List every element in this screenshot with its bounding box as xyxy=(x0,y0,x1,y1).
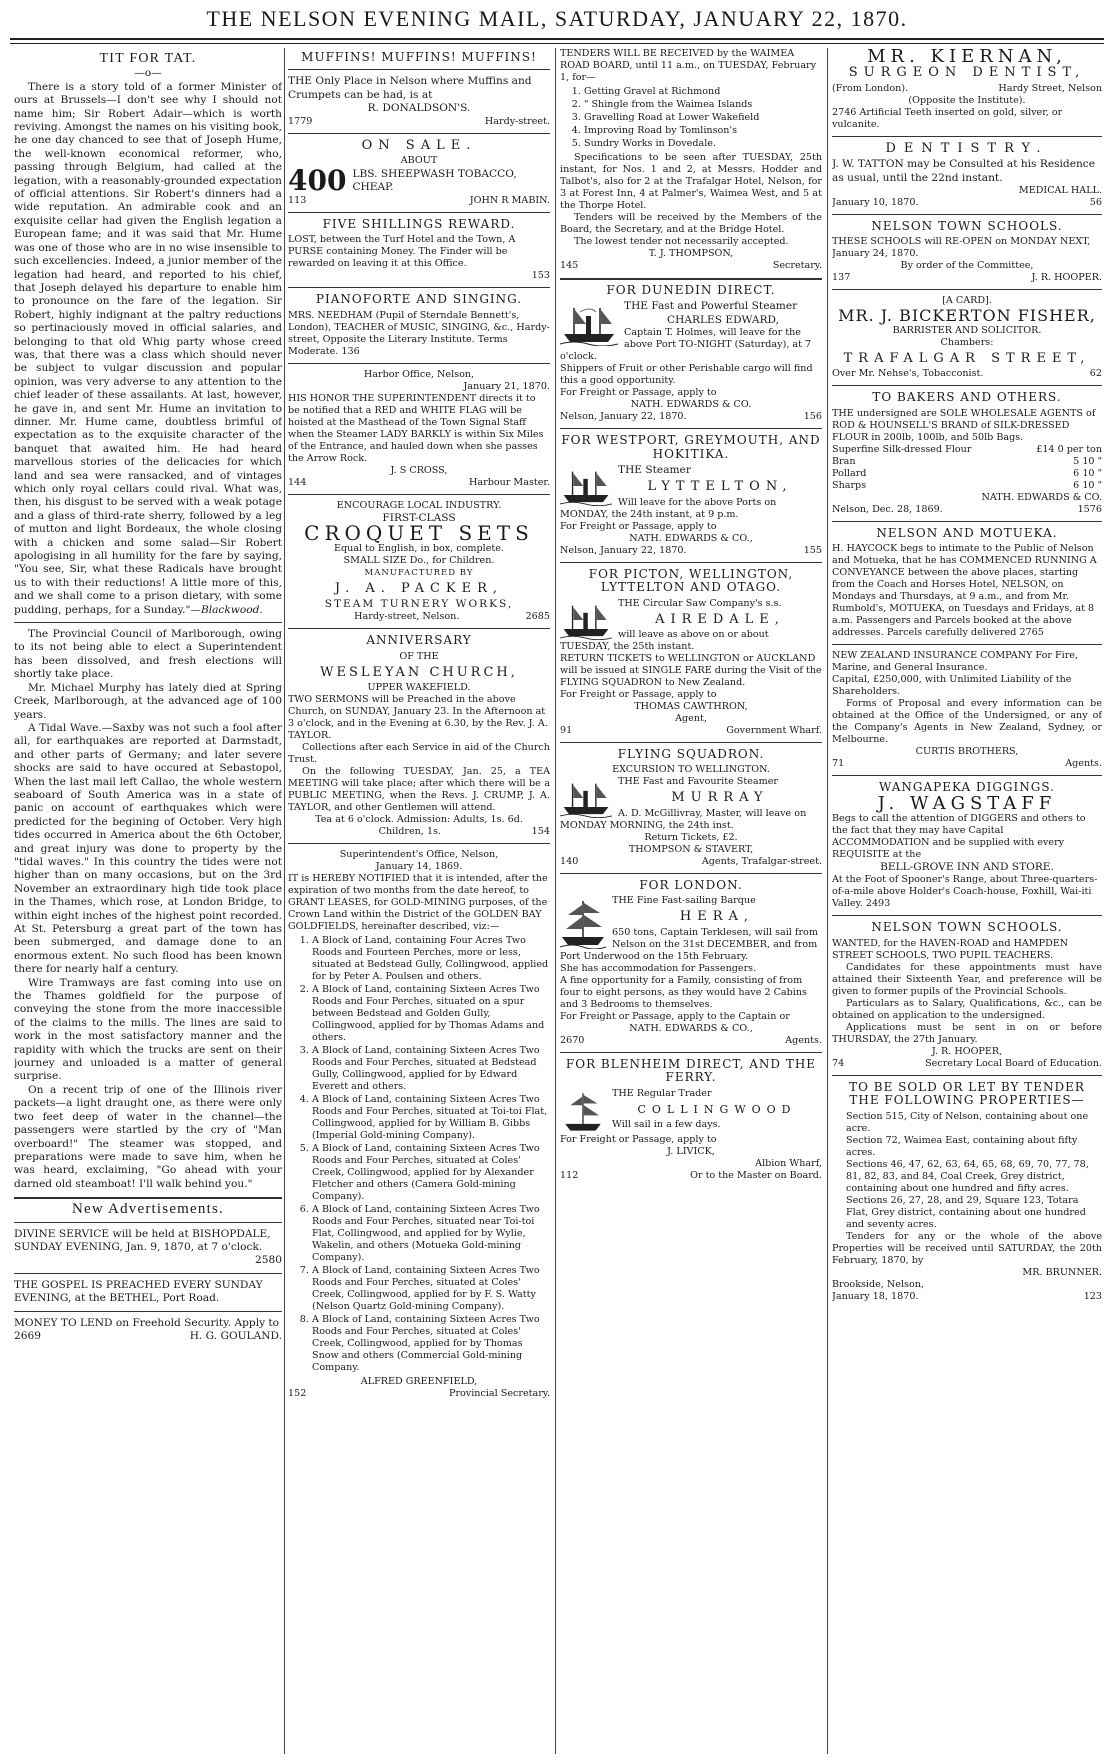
ad-heading: NELSON AND MOTUEKA. xyxy=(876,525,1058,540)
divider xyxy=(288,843,550,844)
ad-footer: 1779 Hardy-street. xyxy=(288,115,550,127)
ad-heading: FOR BLENHEIM DIRECT, AND THE FERRY. xyxy=(565,1056,817,1085)
ad-text: Will leave for the above Ports on MONDAY, the 24th instant, at 9 p.m. xyxy=(560,496,777,520)
advertisement: THE GOSPEL IS PREACHED EVERY SUNDAY EVENING, at the BETHEL, Port Road. xyxy=(14,1278,263,1305)
ad-signature: R. DONALDSON'S. xyxy=(367,102,471,115)
ad-signature: MEDICAL HALL. xyxy=(1018,185,1102,197)
notice-body: IT is HEREBY NOTIFIED that it is intended, after the expiration of two months from the date hereof, to GRANT LEASES, for GOLD-MINING purposes, of the Crown Land within the District of the GOLDEN BAY GOLDFIELDS, hereinafter described, viz:— xyxy=(288,873,548,933)
ad-footer: 2670 Agents. xyxy=(560,1034,822,1046)
advertisement: At the Foot of Spooner's Range, about Three-quarters-of-a-mile above Holder's Coach-house, Foxhill, Wai-iti Valley. 2493 xyxy=(832,874,1098,910)
ad-signature: NATH. EDWARDS & CO., xyxy=(629,1022,753,1034)
ad-footer: Children, 1s. 154 xyxy=(378,826,550,838)
list-item: Section 515, City of Nelson, containing about one acre. xyxy=(846,1110,1089,1134)
divider xyxy=(832,136,1102,137)
ad-text: will leave as above on or about TUESDAY, the 25th instant. xyxy=(560,629,769,653)
ad-heading: NELSON TOWN SCHOOLS. xyxy=(871,920,1063,935)
divider xyxy=(14,1311,282,1312)
advertisement: TENDERS WILL BE RECEIVED by the WAIMEA ROAD BOARD, until 11 a.m., on TUESDAY, February 1, for— xyxy=(560,48,817,83)
divider xyxy=(14,622,282,623)
ad-text: TRAFALGAR STREET, xyxy=(843,350,1091,366)
ad-text: For Freight or Passage, apply to xyxy=(560,520,717,532)
news-item: Mr. Michael Murphy has lately died at Spring Creek, Marlborough, at the advanced age of 100 years. xyxy=(14,681,282,721)
divider xyxy=(14,1197,282,1199)
tender-list xyxy=(574,86,822,150)
ad-text: Tea at 6 o'clock. Admission: Adults, 1s. 6d. xyxy=(315,814,523,826)
advertisement: MRS. NEEDHAM (Pupil of Sterndale Bennett's, London), TEACHER of MUSIC, SINGING, &c., Hardy-street, Opposite the Literary Institute. Terms Moderate. 136 xyxy=(288,309,550,357)
ad-text: STEAM TURNERY WORKS, xyxy=(324,598,514,611)
ad-text: UPPER WAKEFIELD. xyxy=(367,682,471,694)
ad-text: For Freight or Passage, apply to xyxy=(560,689,717,701)
ad-text: Will sail in a few days. xyxy=(612,1118,721,1130)
advertisement: THESE SCHOOLS will RE-OPEN on MONDAY NEXT, January 24, 1870. xyxy=(832,236,1091,260)
column-divider xyxy=(827,48,828,1754)
advertisement: J. W. TATTON may be Consulted at his Residence as usual, until the 22nd instant. xyxy=(832,158,1096,184)
divider xyxy=(560,873,822,874)
ad-body xyxy=(560,598,822,653)
news-item: The Provincial Council of Marlborough, owing to its not being able to elect a Superintendent has been dissolved, and fresh elections will shortly take place. xyxy=(14,628,282,681)
ad-heading: FOR DUNEDIN DIRECT. xyxy=(606,283,776,297)
ad-text: RETURN TICKETS to WELLINGTON or AUCKLAND will be issued at SINGLE FARE during the Visit of the FLYING SQUADRON to New Zealand. xyxy=(560,653,822,689)
advertisement: H. HAYCOCK begs to intimate to the Public of Nelson and Motueka, that he has COMMENCED RUNNING A CONVEYANCE between the above places, starting from the Coach and Horses Hotel, NELSON, on Mondays and Thursdays, at 9 a.m., and from Mr. Rumbold's, MOTUEKA, on Tuesdays and Fridays, at 8 a.m. Passengers and Parcels booked at the above addresses. Parcels carefully delivered 2765 xyxy=(832,543,1097,639)
divider xyxy=(560,742,822,743)
advertisement: LOST, between the Turf Hotel and the Town, A PURSE containing Money. The Finder will be rewarded on leaving it at this Office. xyxy=(288,234,516,270)
ad-footer: Nelson, January 22, 1870. 155 xyxy=(560,544,822,556)
ad-text: She has accommodation for Passengers. xyxy=(560,962,757,974)
ad-signature: NATH. EDWARDS & CO. xyxy=(981,491,1102,503)
sailing-ship-icon xyxy=(560,1090,606,1134)
ad-text: Chambers: xyxy=(940,336,994,348)
ad-text: Return Tickets, £2. xyxy=(644,831,738,843)
ship-name: MURRAY xyxy=(671,790,769,806)
ship-name: AIREDALE, xyxy=(655,611,785,627)
ad-text: By order of the Committee, xyxy=(900,260,1034,272)
notice-date: January 14, 1869. xyxy=(375,861,463,873)
ad-number: 153 xyxy=(531,270,550,282)
ad-footer: 74 Secretary Local Board of Education. xyxy=(832,1057,1102,1069)
list-item: 6. A Block of Land, containing Sixteen Acres Two Roods and Four Perches, situated near Toi-toi Flat, Collingwood, and applied for by Wylie, Wakelin, and others (Motueka Gold-mining Company). xyxy=(312,1204,550,1264)
ad-text: Equal to English, in box, complete. xyxy=(334,542,504,554)
news-item: A Tidal Wave.—Saxby was not such a fool after all, for earthquakes are reported at Darmstadt, and other parts of Germany; and later severe shocks are said to have occured at Sebastopol, When the last mail left Callao, the whole western seaboard of South America was in a state of panic on account of earthquakes which were predicted for the begining of October. Very high tides occurred in America about the 6th October, and great injury was done to property by the "tidal waves." In this country the tides were not higher than on many occasions, but on the 3rd November an extraordinary high tide took place in the Thames, which rose, at London Bridge, to within eight inches of the highest point recorded. At St. Petersburg a great part of the town has been submerged, and damage done to an enormous extent. No such flood has been known there for nearly half a century. xyxy=(14,721,282,976)
ad-text: Albion Wharf, xyxy=(755,1157,822,1169)
ad-signature: NATH. EDWARDS & CO. xyxy=(630,399,752,411)
advertisement: Tenders for any or the whole of the above Properties will be received until SATURDAY, the 20th February, 1870, by xyxy=(832,1230,1102,1266)
ad-heading: ANNIVERSARY xyxy=(366,633,472,648)
divider xyxy=(832,1075,1102,1076)
ad-signature: T. J. THOMPSON, xyxy=(648,248,734,259)
advertisement: Candidates for these appointments must have attained their Sixteenth Year, and preference will be given to former pupils of the Provincial Schools. xyxy=(832,961,1102,997)
divider xyxy=(288,363,550,364)
ad-subtitle: SURGEON DENTIST, xyxy=(848,65,1086,81)
ad-title: WESLEYAN CHURCH, xyxy=(320,664,518,680)
ad-heading: DENTISTRY. xyxy=(885,140,1049,156)
ad-signature: MR. BRUNNER. xyxy=(1022,1266,1102,1278)
ad-title: CROQUET SETS xyxy=(304,521,534,546)
advertisement: DIVINE SERVICE will be held at BISHOPDALE, SUNDAY EVENING, Jan. 9, 1870, at 7 o'clock. xyxy=(14,1227,271,1253)
ad-footer: Nelson, January 22, 1870. 156 xyxy=(560,411,822,423)
notice-signature: J. S CROSS, xyxy=(390,464,448,476)
advertisement: Applications must be sent in on or before THURSDAY, the 27th January. xyxy=(832,1021,1102,1045)
ad-title: MR. KIERNAN, xyxy=(867,48,1067,67)
ad-heading: TO BE SOLD OR LET BY TENDER THE FOLLOWING PROPERTIES— xyxy=(849,1079,1085,1108)
ad-body xyxy=(560,300,822,363)
ad-footer: 71 Agents. xyxy=(832,758,1102,770)
ad-text: Brookside, Nelson, xyxy=(832,1278,924,1290)
column-divider xyxy=(555,48,556,1754)
ad-footer: 145 Secretary. xyxy=(560,260,822,271)
ad-heading: FOR WESTPORT, GREYMOUTH, AND HOKITIKA. xyxy=(561,433,821,461)
divider xyxy=(832,775,1102,776)
steamship-icon xyxy=(560,778,612,818)
column-2 xyxy=(288,48,550,1754)
ad-heading: WANGAPEKA DIGGINGS. xyxy=(879,780,1055,795)
divider xyxy=(288,287,550,288)
divider xyxy=(560,278,822,280)
ad-number: 2580 xyxy=(255,1254,282,1267)
ad-text: A fine opportunity for a Family, consisting of from four to eight persons, as they would have 2 Cabins and 3 Bedrooms to themselves. xyxy=(560,974,807,1010)
ad-body xyxy=(560,1088,822,1131)
ad-footer: 137 J. R. HOOPER. xyxy=(832,272,1102,284)
lease-list xyxy=(302,935,550,1374)
notice-signature: ALFRED GREENFIELD, xyxy=(360,1376,478,1388)
ad-text: OF THE xyxy=(399,650,439,662)
advertisement: Capital, £250,000, with Unlimited Liability of the Shareholders. xyxy=(832,674,1072,698)
list-item: 3. A Block of Land, containing Sixteen Acres Two Roods and Four Perches, situated at Bedstead Gully, Collingwood, applied for by Edward Everett and others. xyxy=(312,1045,550,1093)
divider xyxy=(832,214,1102,215)
notice-body: HIS HONOR THE SUPERINTENDENT directs it to be notified that a RED and WHITE FLAG will be hoisted at the Masthead of the Town Signal Staff when the Steamer LADY BARKLY is within Six Miles of the Entrance, and hauled down when she passes the Arrow Rock. xyxy=(288,392,544,464)
list-item: 2. A Block of Land, containing Sixteen Acres Two Roods and Four Perches, situated on a spur between Bedstead and Golden Gully, Collingwood, applied for by Thomas Adams and others. xyxy=(312,984,550,1044)
ad-text: Shippers of Fruit or other Perishable cargo will find this a good opportunity. xyxy=(560,363,813,387)
list-item: Sections 26, 27, 28, and 29, Square 123, Totara Flat, Grey district, containing about one hundred and seventy acres. xyxy=(846,1194,1086,1230)
ad-footer: January 18, 1870. 123 xyxy=(832,1290,1102,1302)
ad-text: ABOUT xyxy=(400,155,438,167)
ad-text: For Freight or Passage, apply to xyxy=(560,387,717,399)
ad-footer: 112 Or to the Master on Board. xyxy=(560,1169,822,1181)
advertisement: THE undersigned are SOLE WHOLESALE AGENTS of ROD & HOUNSELL'S BRAND of SILK-DRESSED FLOUR in 200lb, 100lb, and 50lb Bags. xyxy=(832,407,1096,443)
ad-body xyxy=(560,776,822,831)
steamship-icon xyxy=(560,466,612,506)
list-item: Sections 46, 47, 62, 63, 64, 65, 68, 69, 70, 77, 78, 81, 82, 83, and 84, Coal Creek, Grey district, containing about one hundred and fifty acres. xyxy=(846,1158,1089,1194)
ornament: —o— xyxy=(134,67,162,80)
divider xyxy=(14,1273,282,1274)
ad-footer: 91 Government Wharf. xyxy=(560,725,822,737)
ad-text: FIRST-CLASS xyxy=(382,511,456,524)
sale-quantity: 400 xyxy=(288,164,347,198)
divider xyxy=(832,521,1102,522)
list-item: 5. Sundry Works in Dovedale. xyxy=(584,138,822,150)
divider xyxy=(288,494,550,495)
ad-signature: NATH. EDWARDS & CO., xyxy=(629,532,753,544)
ad-text: For Freight or Passage, apply to the Captain or xyxy=(560,1010,790,1022)
advertisement: Forms of Proposal and every information can be obtained at the Office of the Undersigned, or any of the Company's Agents in New Zealand, Sydney, or Melbourne. xyxy=(832,698,1102,746)
ad-subtitle: BELL-GROVE INN AND STORE. xyxy=(880,860,1054,873)
list-item: 1. Getting Gravel at Richmond xyxy=(584,86,822,98)
ad-text: LBS. SHEEPWASH TOBACCO, CHEAP. xyxy=(352,167,517,194)
ad-title: J. WAGSTAFF xyxy=(877,793,1057,815)
ad-text: THE Fast and Powerful Steamer xyxy=(624,300,798,313)
ad-body xyxy=(560,464,822,521)
ad-text: MANUFACTURED BY xyxy=(364,567,474,578)
ad-heading: FOR PICTON, WELLINGTON, LYTTELTON AND OTAGO. xyxy=(588,566,794,595)
divider xyxy=(14,1222,282,1223)
ad-heading: PIANOFORTE AND SINGING. xyxy=(315,292,523,307)
ad-body xyxy=(560,895,822,962)
price-row: Superfine Silk-dressed Flour £14 0 per ton xyxy=(832,443,1102,455)
advertisement: THE Only Place in Nelson where Muffins and Crumpets can be had, is at xyxy=(288,75,532,101)
steamship-icon xyxy=(560,302,618,346)
notice-date: January 21, 1870. xyxy=(463,380,550,392)
ad-footer: 152 Provincial Secretary. xyxy=(288,1388,550,1400)
article-body: There is a story told of a former Minister of ours at Brussels—I don't see why I should not name him; Sir Robert Adair—which is worth reviving. Amongst the names on his visiting book, he one day chanced to see that of Joseph Hume, the well-known economical reformer, who, passing through Belgium, had called at the legation, with a reasonably-grounded expectation of official attentions. Sir Robert's dinners had a wide reputation. An admirable cook and an exquisite cellar had given the English legation a European fame; and it was said that Mr. Hume was one of those who are in no wise insensible to such excellencies. Indeed, a junior member of the legation had heard, and reported to his chief, that Joseph delayed his departure to enable him to pronounce on the fare of the legation. Sir Robert, highly indignant at the paltry reductions so pertinaciously moved in official salaries, and belonging to that old Whig party whose creed was, that there was a class which should never be subject to vulgar discussion and popular opinion, was very adverse to any attention to the chief leader of these assailants. At last, however, he gave in, and sent Mr. Hume an invitation to dinner. Mr. Hume came, doubtless brimful of expectation as to the exquisite character of the banquet that awaited him. He had heard marvellous stories of the delicacies for which land and sea were ransacked, and of vintages which only royal cellars could rival. What was, then, his disgust to be served with a weak potage and a glass of third-rate sherry, followed by a leg of mutton and light Bordeaux, the whole closing with a chicken and some salad—Sir Robert apologising in all humility for the fare by saying, "You see, Sir, what these Radicals have brought us to with their reductions! A little more of this, and we shall come to a prison dietary, with some pudding, perhaps, for a Sunday."—Blackwood. xyxy=(14,80,282,616)
notice-address: Harbor Office, Nelson, xyxy=(363,368,475,380)
ad-text: Captain T. Holmes, will leave for the above Port TO-NIGHT (Saturday), at 7 o'clock. xyxy=(560,327,812,363)
masthead-rule xyxy=(10,38,1104,40)
ad-footer: Nelson, Dec. 28, 1869. 1576 xyxy=(832,503,1102,515)
ad-text: A. D. McGillivray, Master, will leave on MONDAY MORNING, the 24th inst. xyxy=(560,807,807,831)
advertisement: Tenders will be received by the Members of the Board, the Secretary, and at the Bridge Hotel. xyxy=(560,212,822,235)
divider xyxy=(288,69,550,70)
column-4 xyxy=(832,48,1102,1754)
ad-text: 2746 Artificial Teeth inserted on gold, silver, or vulcanite. xyxy=(832,106,1063,130)
section-heading: New Advertisements. xyxy=(72,1201,224,1218)
ad-title: MR. J. BICKERTON FISHER, xyxy=(838,306,1096,326)
list-item: Section 72, Waimea East, containing about fifty acres. xyxy=(846,1134,1078,1158)
column-3 xyxy=(560,48,822,1754)
news-item: On a recent trip of one of the Illinois river packets—a light draught one, as there were only two feet deep of water in the channel—the passengers were startled by the cry of "Man overboard!" The steamer was stopped, and preparations were made to save him, when he was heard, exclaiming, "Go ahead with your darned old steamboat! I'll walk behind you." xyxy=(14,1083,282,1190)
column-1 xyxy=(14,48,282,1754)
list-item: 1. A Block of Land, containing Four Acres Two Roods and Fourteen Perches, more or less, situated at Bedstead Gully, Collingwood, applied for by Peter A. Poulsen and others. xyxy=(312,935,550,983)
ad-text: THE Circular Saw Company's s.s. xyxy=(618,597,782,609)
list-item: 2. " Shingle from the Waimea Islands xyxy=(584,99,822,111)
advertisement: Begs to call the attention of DIGGERS and others to the fact that they may have Capital ACCOMMODATION and be supplied with every REQUISITE at the xyxy=(832,812,1086,860)
ad-subheading: EXCURSION TO WELLINGTON. xyxy=(612,764,770,776)
ship-name: HERA, xyxy=(679,909,755,925)
ad-footer: Hardy-street, Nelson. 2685 xyxy=(354,611,550,623)
ad-body xyxy=(288,164,550,198)
ad-heading: FOR LONDON. xyxy=(639,877,743,892)
steamship-icon xyxy=(560,600,612,640)
ad-footer: 140 Agents, Trafalgar-street. xyxy=(560,855,822,867)
ad-signature: J. LIVICK, xyxy=(667,1145,715,1157)
list-item: 4. Improving Road by Tomlinson's xyxy=(584,125,822,137)
divider xyxy=(560,562,822,563)
advertisement: Collections after each Service in aid of the Church Trust. xyxy=(288,742,550,766)
list-item: 8. A Block of Land, containing Sixteen Acres Two Roods and Four Perches, situated at Coles' Creek, Collingwood, applied for by Thomas Snow and others (Commercial Gold-mining Company. xyxy=(312,1314,550,1374)
masthead-rule-thin xyxy=(10,43,1104,44)
ad-text: THE Fine Fast-sailing Barque xyxy=(612,895,756,907)
ad-footer: 113 JOHN R MABIN. xyxy=(288,195,550,207)
ad-text: THE Fast and Favourite Steamer xyxy=(618,776,778,788)
divider xyxy=(832,915,1102,916)
ad-signature: CURTIS BROTHERS, xyxy=(915,746,1019,758)
ad-text: SMALL SIZE Do., for Children. xyxy=(343,554,495,566)
advertisement: NEW ZEALAND INSURANCE COMPANY For Fire, Marine, and General Insurance. xyxy=(832,650,1079,674)
divider xyxy=(288,628,550,629)
advertisement: Specifications to be seen after TUESDAY, 25th instant, for Nos. 1 and 2, at Messrs. Hodder and Talbot's, also for 2 at the Trafalgar Hotel, Nelson, for 3 at Forest Inn, 4 at Palmer's, Waimea West, and 5 at the Thorpe Hotel. xyxy=(560,152,822,211)
divider xyxy=(832,644,1102,645)
ad-text: THE Regular Trader xyxy=(612,1087,712,1099)
ship-name: COLLINGWOOD xyxy=(637,1102,797,1116)
list-item: 7. A Block of Land, containing Sixteen Acres Two Roods and Four Perches, situated at Coles' Creek, Collingwood, applied for by F. S. Watty (Nelson Quartz Gold-mining Company). xyxy=(312,1265,550,1313)
price-row: Sharps 6 10 " xyxy=(832,479,1102,491)
divider xyxy=(832,385,1102,386)
sailing-ship-icon xyxy=(560,897,606,949)
list-item: 4. A Block of Land, containing Sixteen Acres Two Roods and Four Perches, situated at Toi-toi Flat, Collingwood, applied for by William B. Gibbs (Imperial Gold-mining Company). xyxy=(312,1094,550,1142)
divider xyxy=(288,212,550,213)
ad-footer: January 10, 1870. 56 xyxy=(832,197,1102,209)
price-list xyxy=(832,444,1102,492)
ad-heading: FLYING SQUADRON. xyxy=(617,747,765,762)
masthead: THE NELSON EVENING MAIL, SATURDAY, JANUARY 22, 1870. xyxy=(206,6,908,31)
ad-signature: J. R. HOOPER, xyxy=(931,1045,1003,1057)
ad-heading: NELSON TOWN SCHOOLS. xyxy=(871,219,1063,234)
price-row: Bran 5 10 " xyxy=(832,455,1102,467)
ad-heading: ENCOURAGE LOCAL INDUSTRY. xyxy=(336,499,502,511)
advertisement: WANTED, for the HAVEN-ROAD and HAMPDEN STREET SCHOOLS, TWO PUPIL TEACHERS. xyxy=(832,937,1069,961)
ad-text: (From London). Hardy Street, Nelson xyxy=(832,82,1102,94)
notice-address: Superintendent's Office, Nelson, xyxy=(339,849,499,861)
list-item: 3. Gravelling Road at Lower Wakefield xyxy=(584,112,822,124)
price-row: Pollard 6 10 " xyxy=(832,467,1102,479)
ad-heading: ON SALE. xyxy=(361,137,477,153)
ad-text: For Freight or Passage, apply to xyxy=(560,1133,717,1145)
ad-text: THE Steamer xyxy=(618,464,691,477)
advertisement: The lowest tender not necessarily accepted. xyxy=(574,236,789,247)
divider xyxy=(832,289,1102,290)
ad-text: [A CARD]. xyxy=(942,295,992,307)
divider xyxy=(560,428,822,429)
ship-name: LYTTELTON, xyxy=(647,479,793,495)
ad-text: 650 tons, Captain Terklesen, will sail from Nelson on the 31st DECEMBER, and from Port Underwood on the 15th February. xyxy=(560,926,818,962)
ad-footer: 144 Harbour Master. xyxy=(288,476,550,488)
ad-text: (Opposite the Institute). xyxy=(908,94,1026,106)
advertisement: On the following TUESDAY, Jan. 25, a TEA MEETING will take place; after which there will be a PUBLIC MEETING, when the Revs. J. CRUMP, J. A. TAYLOR, and other Gentlemen will attend. xyxy=(288,766,550,814)
ad-heading: FIVE SHILLINGS REWARD. xyxy=(322,217,516,232)
ad-title: J. A. PACKER, xyxy=(334,580,504,596)
list-item: 5. A Block of Land, containing Sixteen Acres Two Roods and Four Perches, situated at Coles' Creek, Collingwood, applied for by Alexander Fletcher and others (Camera Gold-mining Company). xyxy=(312,1143,550,1203)
ad-signature: THOMPSON & STAVERT, xyxy=(628,843,754,855)
news-item: Wire Tramways are fast coming into use on the Thames goldfield for the purpose of conveying the stone from the more inaccessible of the claims to the mills. The lines are said to work in the most satisfactory manner and the rapidity with which the trucks are sent on their journey and unloaded is a matter of general surprise. xyxy=(14,976,282,1083)
advertisement: TWO SERMONS will be Preached in the above Church, on SUNDAY, January 23. In the Afternoon at 3 o'clock, and in the Evening at 6.30, by the Rev. J. A. TAYLOR. xyxy=(288,694,548,742)
ad-subtitle: BARRISTER AND SOLICITOR. xyxy=(892,324,1042,336)
advertisement: Particulars as to Salary, Qualifications, &c., can be obtained on application to the undersigned. xyxy=(832,997,1102,1021)
ad-signature: THOMAS CAWTHRON, xyxy=(634,701,748,713)
ad-heading: TO BAKERS AND OTHERS. xyxy=(872,390,1062,405)
ad-signature: 2669 H. G. GOULAND. xyxy=(14,1329,282,1342)
divider xyxy=(560,1052,822,1053)
property-list xyxy=(832,1111,1102,1231)
advertisement: MONEY TO LEND on Freehold Security. Apply to xyxy=(14,1316,280,1329)
article-title: TIT FOR TAT. xyxy=(99,51,197,66)
ad-footer: Over Mr. Nehse's, Tobacconist. 62 xyxy=(832,368,1102,380)
column-divider xyxy=(284,48,285,1754)
divider xyxy=(288,133,550,134)
ship-name: CHARLES EDWARD, xyxy=(666,313,780,326)
ad-text: Agent, xyxy=(675,713,707,725)
ad-heading: MUFFINS! MUFFINS! MUFFINS! xyxy=(301,50,537,64)
